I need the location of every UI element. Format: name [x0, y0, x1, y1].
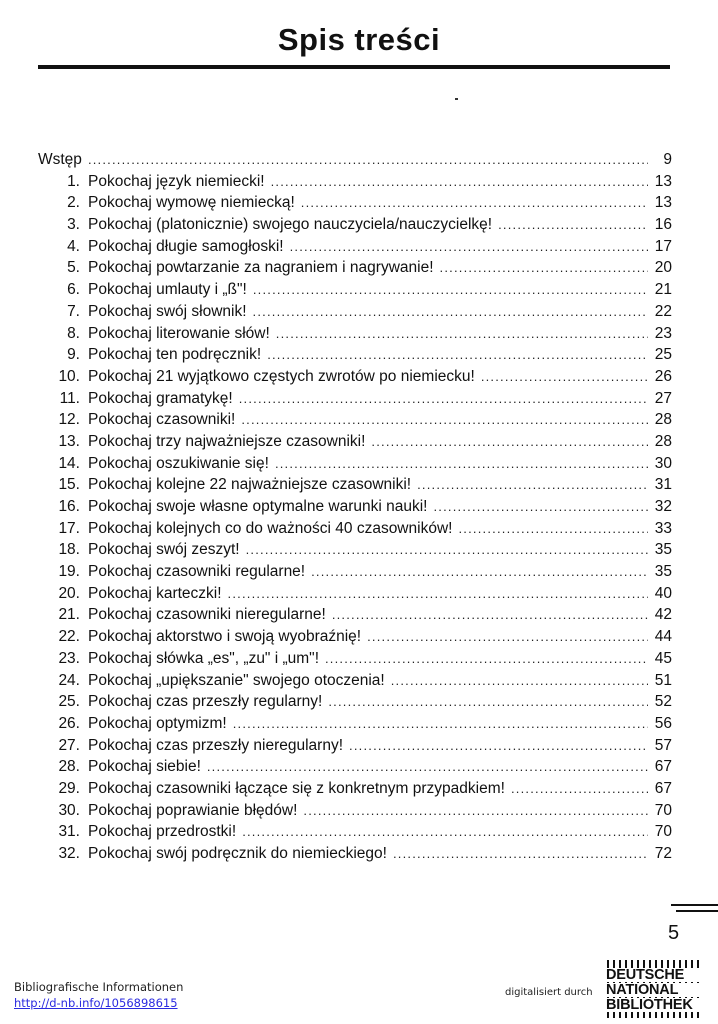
toc-entry-row[interactable] [38, 279, 672, 301]
table-of-contents [38, 149, 672, 865]
dot-leader [311, 561, 648, 583]
dot-leader [371, 431, 648, 453]
toc-entry-number: 24. [58, 671, 80, 689]
toc-entry-page: 25 [654, 346, 672, 364]
toc-entry-title: Pokochaj swój podręcznik do niemieckiego! [88, 845, 387, 862]
toc-entry-page: 45 [654, 649, 672, 667]
toc-entry-title: Pokochaj trzy najważniejsze czasowniki! [88, 432, 366, 450]
toc-entry-page: 30 [654, 454, 672, 472]
toc-entry-number: 18. [58, 541, 80, 559]
toc-entry-row[interactable] [38, 583, 672, 605]
toc-entry-page: 70 [654, 801, 672, 819]
bibliographic-label: Bibliografische Informationen [14, 980, 184, 994]
toc-entry-page: 20 [654, 259, 672, 277]
toc-entry-title: Pokochaj czasowniki łączące się z konkretnym przypadkiem! [88, 779, 505, 797]
toc-entry-title: Pokochaj oszukiwanie się! [88, 454, 269, 472]
toc-entry-title: Pokochaj siebie! [88, 758, 201, 776]
dot-leader [253, 279, 648, 301]
toc-entry-number: 30. [58, 801, 80, 819]
dnb-logo [605, 960, 705, 1018]
dot-leader [267, 344, 648, 366]
toc-entry-page: 56 [654, 714, 672, 732]
toc-entry-row[interactable] [38, 453, 672, 475]
toc-entry-number: 28. [58, 758, 80, 776]
toc-entries [38, 171, 672, 865]
toc-entry-title: Pokochaj poprawianie błędów! [88, 801, 298, 819]
toc-entry-row[interactable] [38, 670, 672, 692]
toc-entry-number: 9. [67, 346, 80, 364]
toc-entry-page: 13 [654, 172, 672, 190]
toc-entry-page: 52 [654, 693, 672, 711]
toc-entry-number: 8. [67, 324, 80, 342]
toc-entry-title: Pokochaj swój słownik! [88, 302, 247, 320]
toc-entry-row[interactable] [38, 756, 672, 778]
toc-entry-number: 21. [58, 606, 80, 624]
toc-entry-row[interactable] [38, 843, 672, 865]
toc-entry-number: 14. [58, 454, 80, 472]
bibliographic-link[interactable]: http://d-nb.info/1056898615 [14, 996, 178, 1010]
toc-entry-title: Pokochaj słówka „es", „zu" i „um"! [88, 649, 319, 667]
toc-intro-page: 9 [663, 151, 672, 168]
toc-entry-number: 13. [58, 432, 80, 450]
toc-entry-title: Pokochaj przedrostki! [88, 823, 237, 841]
toc-entry-number: 19. [58, 563, 80, 581]
toc-entry-row[interactable] [38, 691, 672, 713]
toc-entry-page: 28 [654, 411, 672, 429]
toc-entry-title: Pokochaj karteczki! [88, 584, 222, 602]
corner-mark-inner [676, 910, 718, 912]
toc-entry-title: Pokochaj ten podręcznik! [88, 346, 262, 364]
logo-line-1: DEUTSCHE [605, 968, 707, 982]
toc-entry-number: 11. [59, 389, 80, 407]
toc-intro-row[interactable] [38, 149, 672, 171]
toc-entry-row[interactable] [38, 236, 672, 258]
dot-leader [367, 626, 648, 648]
toc-entry-number: 22. [58, 628, 80, 646]
dot-leader [276, 323, 648, 345]
dot-leader [271, 171, 648, 193]
toc-intro-label: Wstęp [38, 151, 82, 168]
dot-leader [242, 821, 648, 843]
toc-entry-number: 26. [58, 714, 80, 732]
dot-leader [228, 583, 648, 605]
dot-leader [332, 604, 648, 626]
toc-entry-page: 70 [654, 823, 672, 841]
toc-entry-page: 67 [654, 779, 672, 797]
dot-leader [241, 409, 648, 431]
dot-leader [290, 236, 648, 258]
toc-entry-row[interactable] [38, 713, 672, 735]
dot-leader [349, 735, 648, 757]
toc-entry-number: 23. [58, 649, 80, 667]
toc-entry-row[interactable] [38, 388, 672, 410]
toc-entry-page: 22 [654, 302, 672, 320]
toc-entry-row[interactable] [38, 778, 672, 800]
dot-leader [325, 648, 648, 670]
toc-entry-number: 6. [67, 281, 80, 299]
dot-leader [440, 257, 648, 279]
toc-entry-page: 57 [654, 736, 672, 754]
toc-entry-row[interactable] [38, 171, 672, 193]
toc-entry-page: 42 [654, 606, 672, 624]
page-title: Spis treści [277, 22, 441, 57]
toc-entry-title: Pokochaj swój zeszyt! [88, 541, 240, 559]
toc-entry-number: 20. [58, 584, 80, 602]
toc-entry-row[interactable] [38, 626, 672, 648]
toc-entry-page: 44 [654, 628, 672, 646]
dot-leader [458, 518, 648, 540]
toc-entry-row[interactable] [38, 323, 672, 345]
toc-entry-row[interactable] [38, 604, 672, 626]
toc-entry-title: Pokochaj kolejne 22 najważniejsze czasowniki! [88, 476, 412, 494]
toc-entry-title: Pokochaj czas przeszły regularny! [88, 693, 323, 711]
logo-line-2: NATIONAL [605, 983, 707, 997]
toc-entry-title: Pokochaj aktorstwo i swoją wyobraźnię! [88, 628, 362, 646]
toc-entry-page: 31 [654, 476, 672, 494]
toc-entry-title: Pokochaj czasowniki regularne! [88, 563, 306, 581]
toc-entry-number: 1. [67, 172, 80, 190]
toc-entry-title: Pokochaj „upiększanie" swojego otoczenia! [88, 671, 385, 689]
dot-leader [239, 388, 648, 410]
toc-entry-title: Pokochaj gramatykę! [88, 389, 233, 407]
toc-entry-row[interactable] [38, 257, 672, 279]
dot-leader [511, 778, 648, 800]
toc-entry-number: 12. [58, 411, 80, 429]
toc-entry-title: Pokochaj (platonicznie) swojego nauczyciela/nauczycielkę! [88, 216, 493, 234]
toc-entry-number: 3. [67, 216, 80, 234]
toc-entry-page: 16 [654, 216, 672, 234]
scan-speck [455, 98, 458, 100]
toc-entry-number: 2. [67, 194, 80, 212]
dot-leader [417, 474, 648, 496]
toc-entry-title: Pokochaj długie samogłoski! [88, 237, 284, 255]
dot-leader [393, 843, 648, 865]
dot-leader [481, 366, 648, 388]
toc-entry-title: Pokochaj powtarzanie za nagraniem i nagrywanie! [88, 259, 434, 277]
toc-entry-page: 26 [654, 367, 672, 385]
toc-entry-row[interactable] [38, 409, 672, 431]
toc-entry-row[interactable] [38, 800, 672, 822]
toc-entry-title: Pokochaj czasowniki nieregularne! [88, 606, 326, 624]
digitized-by-label: digitalisiert durch [505, 987, 593, 998]
dot-leader [275, 453, 648, 475]
toc-entry-page: 13 [654, 194, 672, 212]
toc-entry-number: 25. [58, 693, 80, 711]
page-number: 5 [668, 922, 680, 944]
toc-entry-row[interactable] [38, 431, 672, 453]
dot-leader [328, 691, 648, 713]
logo-line-3: BIBLIOTHEK [605, 998, 707, 1012]
toc-entry-title: Pokochaj wymowę niemiecką! [88, 194, 295, 212]
toc-entry-row[interactable] [38, 735, 672, 757]
corner-mark [671, 904, 718, 906]
toc-entry-row[interactable] [38, 366, 672, 388]
toc-entry-row[interactable] [38, 474, 672, 496]
toc-entry-page: 23 [654, 324, 672, 342]
toc-entry-page: 72 [654, 845, 672, 862]
toc-entry-title: Pokochaj swoje własne optymalne warunki nauki! [88, 498, 428, 515]
dot-leader [246, 539, 648, 561]
toc-entry-row[interactable] [38, 192, 672, 214]
dot-leader [391, 670, 648, 692]
toc-entry-number: 31. [58, 823, 80, 841]
toc-entry-page: 51 [654, 671, 672, 689]
dot-leader [253, 301, 648, 323]
dot-leader [88, 149, 648, 171]
toc-entry-title: Pokochaj optymizm! [88, 714, 227, 732]
toc-entry-title: Pokochaj czas przeszły nieregularny! [88, 736, 344, 754]
toc-entry-page: 40 [654, 584, 672, 602]
toc-entry-number: 27. [58, 736, 80, 754]
dot-leader [301, 192, 648, 214]
toc-entry-page: 17 [654, 237, 672, 255]
toc-entry-title: Pokochaj literowanie słów! [88, 324, 270, 342]
toc-entry-page: 21 [654, 281, 672, 299]
toc-entry-page: 35 [654, 541, 672, 559]
dot-leader [498, 214, 648, 236]
dot-leader [303, 800, 648, 822]
toc-entry-row[interactable] [38, 344, 672, 366]
toc-entry-row[interactable] [38, 539, 672, 561]
dot-leader [207, 756, 648, 778]
title-underline [38, 65, 670, 69]
toc-entry-number: 29. [58, 779, 80, 797]
toc-entry-title: Pokochaj 21 wyjątkowo częstych zwrotów po niemiecku! [88, 367, 475, 385]
toc-entry-number: 17. [58, 519, 80, 537]
toc-entry-number: 32. [58, 845, 80, 862]
toc-entry-row[interactable] [38, 821, 672, 843]
toc-entry-number: 10. [58, 367, 80, 385]
toc-entry-title: Pokochaj język niemiecki! [88, 172, 265, 190]
toc-entry-number: 5. [67, 259, 80, 277]
toc-entry-row[interactable] [38, 518, 672, 540]
toc-entry-title: Pokochaj czasowniki! [88, 411, 236, 429]
toc-entry-page: 33 [654, 519, 672, 537]
toc-entry-page: 27 [654, 389, 672, 407]
dot-leader [433, 496, 648, 518]
toc-entry-page: 67 [654, 758, 672, 776]
toc-entry-row[interactable] [38, 214, 672, 236]
toc-entry-row[interactable] [38, 648, 672, 670]
toc-entry-page: 35 [654, 563, 672, 581]
toc-entry-row[interactable] [38, 561, 672, 583]
toc-entry-number: 7. [67, 302, 80, 320]
toc-entry-page: 32 [654, 498, 672, 515]
dot-leader [233, 713, 648, 735]
toc-entry-title: Pokochaj umlauty i „ß"! [88, 281, 247, 299]
toc-entry-number: 16. [58, 498, 80, 515]
toc-entry-row[interactable] [38, 496, 672, 518]
toc-entry-title: Pokochaj kolejnych co do ważności 40 czasowników! [88, 519, 453, 537]
toc-entry-number: 15. [58, 476, 80, 494]
toc-entry-number: 4. [67, 237, 80, 255]
toc-entry-row[interactable] [38, 301, 672, 323]
toc-entry-page: 28 [654, 432, 672, 450]
